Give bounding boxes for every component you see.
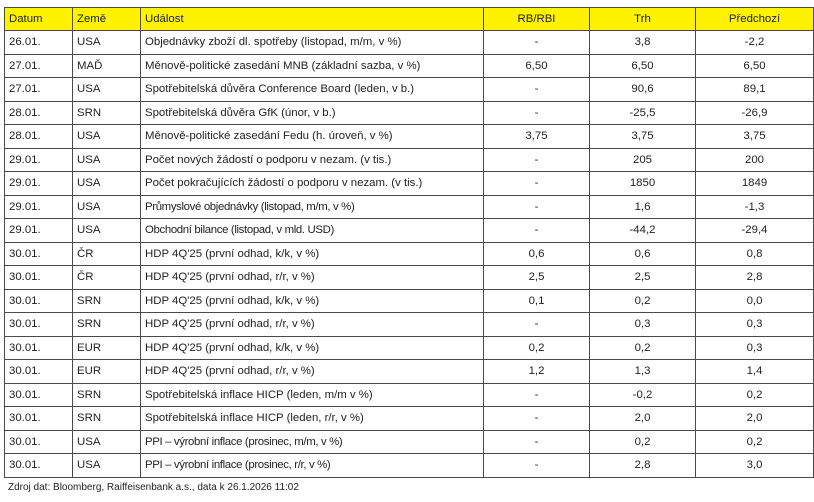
cell-country: EUR <box>73 360 141 384</box>
table-row <box>5 289 814 313</box>
cell-market-forecast: 0,2 <box>590 336 696 360</box>
cell-market-forecast: 2,8 <box>590 454 696 478</box>
header-date: Datum <box>5 8 73 31</box>
cell-date: 29.01. <box>5 195 73 219</box>
cell-date: 30.01. <box>5 360 73 384</box>
cell-event: HDP 4Q'25 (první odhad, r/r, v %) <box>141 266 484 290</box>
cell-previous: 0,2 <box>696 383 814 407</box>
cell-rb-forecast: 1,2 <box>484 360 590 384</box>
cell-rb-forecast: - <box>484 430 590 454</box>
header-market-forecast: Trh <box>590 8 696 31</box>
cell-previous: 2,8 <box>696 266 814 290</box>
cell-date: 29.01. <box>5 172 73 196</box>
cell-rb-forecast: - <box>484 313 590 337</box>
cell-previous: -26,9 <box>696 101 814 125</box>
table-row <box>5 242 814 266</box>
cell-country: ČR <box>73 266 141 290</box>
cell-rb-forecast: 0,2 <box>484 336 590 360</box>
table-row <box>5 195 814 219</box>
cell-event: Měnově-politické zasedání Fedu (h. úroveň, v %) <box>141 125 484 149</box>
table-row <box>5 360 814 384</box>
cell-market-forecast: 0,2 <box>590 430 696 454</box>
cell-event: Měnově-politické zasedání MNB (základní sazba, v %) <box>141 54 484 78</box>
cell-event: Objednávky zboží dl. spotřeby (listopad, m/m, v %) <box>141 31 484 55</box>
cell-market-forecast: 6,50 <box>590 54 696 78</box>
cell-rb-forecast: - <box>484 195 590 219</box>
cell-date: 29.01. <box>5 148 73 172</box>
cell-previous: 3,75 <box>696 125 814 149</box>
cell-previous: 0,0 <box>696 289 814 313</box>
cell-previous: 1,4 <box>696 360 814 384</box>
cell-country: USA <box>73 125 141 149</box>
cell-rb-forecast: - <box>484 78 590 102</box>
table-row <box>5 125 814 149</box>
table-row <box>5 78 814 102</box>
cell-country: USA <box>73 172 141 196</box>
cell-market-forecast: 3,75 <box>590 125 696 149</box>
cell-previous: 0,2 <box>696 430 814 454</box>
cell-country: SRN <box>73 407 141 431</box>
cell-previous: -1,3 <box>696 195 814 219</box>
table-row <box>5 54 814 78</box>
cell-rb-forecast: 0,1 <box>484 289 590 313</box>
cell-market-forecast: 1850 <box>590 172 696 196</box>
cell-country: SRN <box>73 313 141 337</box>
cell-event: Obchodní bilance (listopad, v mld. USD) <box>141 219 484 243</box>
table-row <box>5 31 814 55</box>
cell-previous: 89,1 <box>696 78 814 102</box>
cell-country: USA <box>73 78 141 102</box>
table-row <box>5 148 814 172</box>
cell-country: ČR <box>73 242 141 266</box>
cell-previous: -29,4 <box>696 219 814 243</box>
cell-market-forecast: 3,8 <box>590 31 696 55</box>
cell-market-forecast: -25,5 <box>590 101 696 125</box>
cell-market-forecast: 2,0 <box>590 407 696 431</box>
table-row <box>5 336 814 360</box>
table-header-row <box>5 8 814 31</box>
header-previous: Předchozí <box>696 8 814 31</box>
cell-rb-forecast: - <box>484 172 590 196</box>
cell-event: Počet pokračujících žádostí o podporu v nezam. (v tis.) <box>141 172 484 196</box>
cell-date: 30.01. <box>5 407 73 431</box>
cell-country: EUR <box>73 336 141 360</box>
cell-event: Spotřebitelská inflace HICP (leden, r/r, v %) <box>141 407 484 431</box>
cell-date: 30.01. <box>5 313 73 337</box>
cell-market-forecast: 1,6 <box>590 195 696 219</box>
cell-market-forecast: 0,6 <box>590 242 696 266</box>
table-row <box>5 407 814 431</box>
cell-previous: 0,3 <box>696 313 814 337</box>
table-row <box>5 383 814 407</box>
cell-rb-forecast: 2,5 <box>484 266 590 290</box>
cell-rb-forecast: - <box>484 101 590 125</box>
cell-country: SRN <box>73 101 141 125</box>
cell-country: USA <box>73 430 141 454</box>
cell-event: PPI – výrobní inflace (prosinec, m/m, v %) <box>141 430 484 454</box>
table-body <box>5 31 814 478</box>
cell-market-forecast: 0,3 <box>590 313 696 337</box>
cell-previous: -2,2 <box>696 31 814 55</box>
cell-previous: 2,0 <box>696 407 814 431</box>
cell-date: 29.01. <box>5 219 73 243</box>
cell-market-forecast: 1,3 <box>590 360 696 384</box>
cell-event: Spotřebitelská důvěra GfK (únor, v b.) <box>141 101 484 125</box>
cell-event: PPI – výrobní inflace (prosinec, r/r, v %) <box>141 454 484 478</box>
cell-event: HDP 4Q'25 (první odhad, k/k, v %) <box>141 336 484 360</box>
cell-market-forecast: 2,5 <box>590 266 696 290</box>
cell-rb-forecast: - <box>484 383 590 407</box>
cell-date: 28.01. <box>5 101 73 125</box>
cell-date: 30.01. <box>5 383 73 407</box>
cell-previous: 6,50 <box>696 54 814 78</box>
cell-rb-forecast: - <box>484 454 590 478</box>
cell-rb-forecast: 3,75 <box>484 125 590 149</box>
cell-date: 30.01. <box>5 242 73 266</box>
economic-calendar-table <box>4 7 814 478</box>
cell-date: 27.01. <box>5 54 73 78</box>
cell-event: HDP 4Q'25 (první odhad, k/k, v %) <box>141 242 484 266</box>
cell-event: HDP 4Q'25 (první odhad, r/r, v %) <box>141 313 484 337</box>
cell-country: USA <box>73 195 141 219</box>
table-row <box>5 172 814 196</box>
header-rb-forecast: RB/RBI <box>484 8 590 31</box>
cell-date: 27.01. <box>5 78 73 102</box>
cell-date: 30.01. <box>5 266 73 290</box>
cell-previous: 1849 <box>696 172 814 196</box>
cell-rb-forecast: - <box>484 31 590 55</box>
cell-country: USA <box>73 31 141 55</box>
header-event: Událost <box>141 8 484 31</box>
cell-rb-forecast: - <box>484 148 590 172</box>
header-country: Země <box>73 8 141 31</box>
cell-date: 30.01. <box>5 289 73 313</box>
table-row <box>5 454 814 478</box>
cell-date: 30.01. <box>5 336 73 360</box>
cell-previous: 0,3 <box>696 336 814 360</box>
cell-rb-forecast: - <box>484 219 590 243</box>
table-row <box>5 430 814 454</box>
cell-event: Spotřebitelská důvěra Conference Board (leden, v b.) <box>141 78 484 102</box>
cell-rb-forecast: - <box>484 407 590 431</box>
cell-market-forecast: 0,2 <box>590 289 696 313</box>
table-row <box>5 219 814 243</box>
cell-date: 28.01. <box>5 125 73 149</box>
cell-country: SRN <box>73 289 141 313</box>
cell-country: USA <box>73 454 141 478</box>
table-row <box>5 101 814 125</box>
cell-event: HDP 4Q'25 (první odhad, r/r, v %) <box>141 360 484 384</box>
cell-previous: 0,8 <box>696 242 814 266</box>
cell-rb-forecast: 6,50 <box>484 54 590 78</box>
cell-country: USA <box>73 148 141 172</box>
cell-event: HDP 4Q'25 (první odhad, k/k, v %) <box>141 289 484 313</box>
cell-market-forecast: 90,6 <box>590 78 696 102</box>
cell-previous: 200 <box>696 148 814 172</box>
table-row <box>5 266 814 290</box>
cell-date: 30.01. <box>5 454 73 478</box>
cell-country: SRN <box>73 383 141 407</box>
table-row <box>5 313 814 337</box>
cell-market-forecast: -44,2 <box>590 219 696 243</box>
cell-previous: 3,0 <box>696 454 814 478</box>
cell-event: Průmyslové objednávky (listopad, m/m, v %) <box>141 195 484 219</box>
cell-market-forecast: -0,2 <box>590 383 696 407</box>
cell-event: Počet nových žádostí o podporu v nezam. (v tis.) <box>141 148 484 172</box>
cell-country: MAĎ <box>73 54 141 78</box>
cell-event: Spotřebitelská inflace HICP (leden, m/m v %) <box>141 383 484 407</box>
cell-date: 30.01. <box>5 430 73 454</box>
cell-date: 26.01. <box>5 31 73 55</box>
source-note: Zdroj dat: Bloomberg, Raiffeisenbank a.s., data k 26.1.2026 11:02 <box>8 482 299 493</box>
cell-rb-forecast: 0,6 <box>484 242 590 266</box>
cell-country: USA <box>73 219 141 243</box>
cell-market-forecast: 205 <box>590 148 696 172</box>
